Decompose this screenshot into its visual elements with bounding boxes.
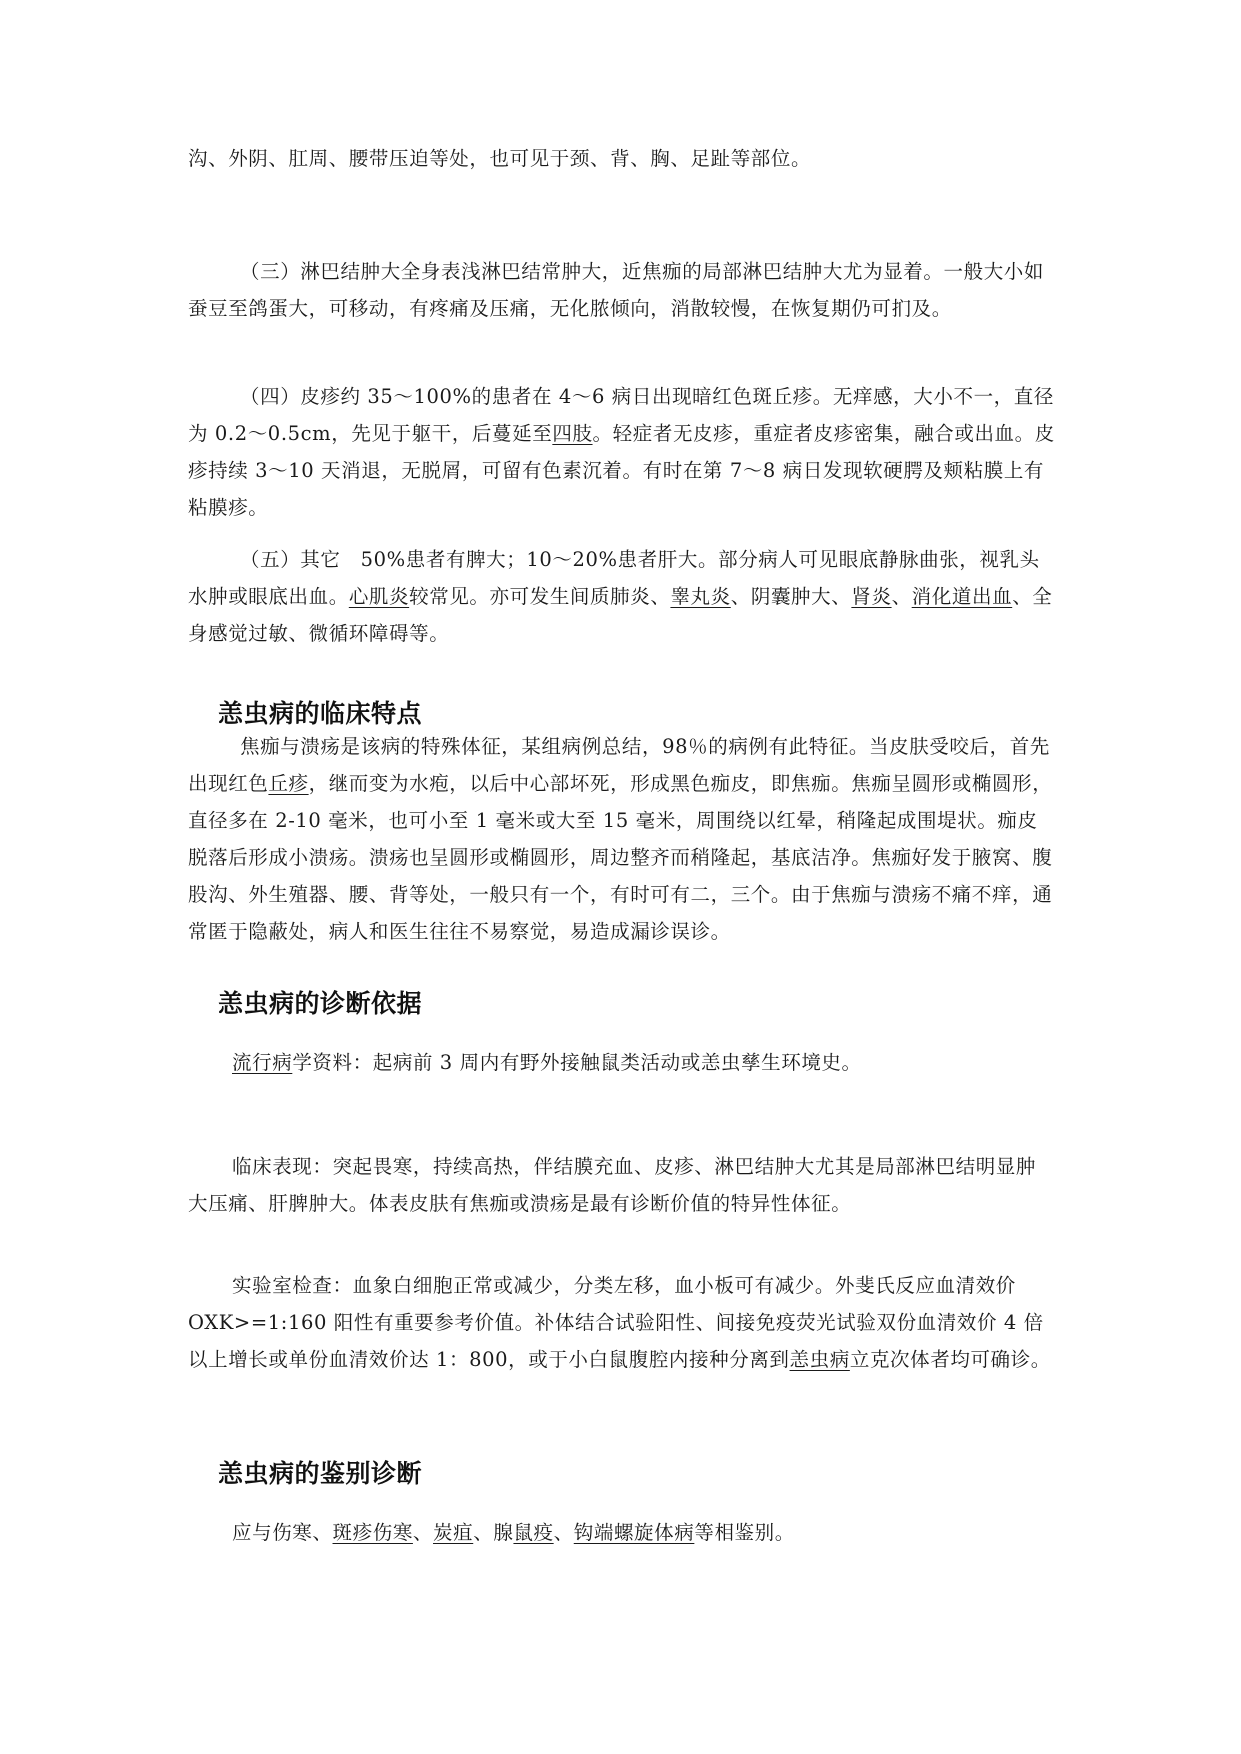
link-plague[interactable]: 鼠疫 [513,1521,554,1544]
paragraph-rash [188,378,1056,526]
link-tsutsugamushi[interactable]: 恙虫病 [789,1348,850,1371]
heading-diagnosis: 恙虫病的诊断依据 [218,989,423,1018]
text: 应与伤寒、 [232,1521,333,1544]
text: 。轻症者无皮疹，重症者皮疹密集，融合或出血。皮疹持续 3～10 天消退，无脱屑，可留有色素沉着。有时在第 7～8 病日发现软硬腭及颊粘膜上有粘膜疹。 [188,422,1055,519]
text: 、腺 [473,1521,514,1544]
link-leptospirosis[interactable]: 钩端螺旋体病 [573,1521,695,1544]
text: 、全身感觉过敏、微循环障碍等。 [188,585,1053,645]
text: 等相鉴别。 [694,1521,795,1544]
paragraph-differential [188,1514,1056,1551]
text: 沟、外阴、肛周、腰带压迫等处，也可见于颈、背、胸、足趾等部位。 [188,147,812,170]
link-myocarditis[interactable]: 心肌炎 [348,585,410,608]
text: 学资料：起病前 3 周内有野外接触鼠类活动或恙虫孳生环境史。 [292,1051,862,1074]
paragraph-clinical-manifest [188,1148,1056,1222]
text: 、阴囊肿大、 [730,585,852,608]
paragraph-epidemiology [188,1044,1056,1081]
link-papule[interactable]: 丘疹 [268,772,309,795]
paragraph-intro [188,140,1056,177]
text: （四）皮疹约 35～100%的患者在 4～6 病日出现暗红色斑丘疹。无痒感，大小不一，直径为 0.2～0.5cm，先见于躯干，后蔓延至 [188,385,1054,445]
link-epidemic[interactable]: 流行病 [232,1051,293,1074]
paragraph-clinical-features [188,728,1056,950]
text: 、 [412,1521,434,1544]
paragraph-other [188,541,1056,652]
text: 实验室检查：血象白细胞正常或减少，分类左移，血小板可有减少。外斐氏反应血清效价 OXK>=1:160 阳性有重要参考价值。补体结合试验阳性、间接免疫荧光试验双份血清效价 4 倍以上增长或单份血清效价达 1：800，或于小白鼠腹腔内接种分离到 [188,1274,1044,1371]
heading-clinical-features: 恙虫病的临床特点 [218,699,423,728]
text: （五）其它 50%患者有脾大；10～20%患者肝大。部分病人可见眼底静脉曲张，视乳头水肿或眼底出血。 [188,548,1040,608]
link-gi-bleeding[interactable]: 消化道出血 [911,585,1013,608]
heading-differential-diagnosis: 恙虫病的鉴别诊断 [218,1459,423,1488]
text: 较常见。亦可发生间质肺炎、 [409,585,671,608]
text: 临床表现：突起畏寒，持续高热，伴结膜充血、皮疹、淋巴结肿大尤其是局部淋巴结明显肿大压痛、肝脾肿大。体表皮肤有焦痂或溃疡是最有诊断价值的特异性体征。 [188,1155,1037,1215]
link-nephritis[interactable]: 肾炎 [851,585,892,608]
link-typhus[interactable]: 斑疹伤寒 [332,1521,413,1544]
text: 焦痂与溃疡是该病的特殊体征，某组病例总结，98％的病例有此特征。当皮肤受咬后，首先出现红色 [188,735,1050,795]
link-limbs[interactable]: 四肢 [552,422,593,445]
text: （三）淋巴结肿大全身表浅淋巴结常肿大，近焦痂的局部淋巴结肿大尤为显着。一般大小如蚕豆至鸽蛋大，可移动，有疼痛及压痛，无化脓倾向，消散较慢，在恢复期仍可扪及。 [188,260,1045,320]
text: ，继而变为水疱，以后中心部坏死，形成黑色痂皮，即焦痂。焦痂呈圆形或椭圆形，直径多在 2-10 毫米，也可小至 1 毫米或大至 15 毫米，周围绕以红晕，稍隆起成围堤状。痂皮脱落后形成小溃疡。溃疡也呈圆形或椭圆形，周边整齐而稍隆起，基底洁净。焦痂好发于腋窝、腹股沟、外生殖器、腰、背等处，一般只有一个，有时可有二，三个。由于焦痂与溃疡不痛不痒，通常匿于隐蔽处，病人和医生往往不易察觉，易造成漏诊误诊。 [188,772,1053,943]
link-anthrax[interactable]: 炭疽 [433,1521,474,1544]
paragraph-lab-tests [188,1267,1056,1378]
text: 、 [891,585,912,608]
text: 立克次体者均可确诊。 [849,1348,1051,1371]
text: 、 [553,1521,574,1544]
link-orchitis[interactable]: 睾丸炎 [670,585,731,608]
paragraph-lymph-nodes [188,253,1056,327]
